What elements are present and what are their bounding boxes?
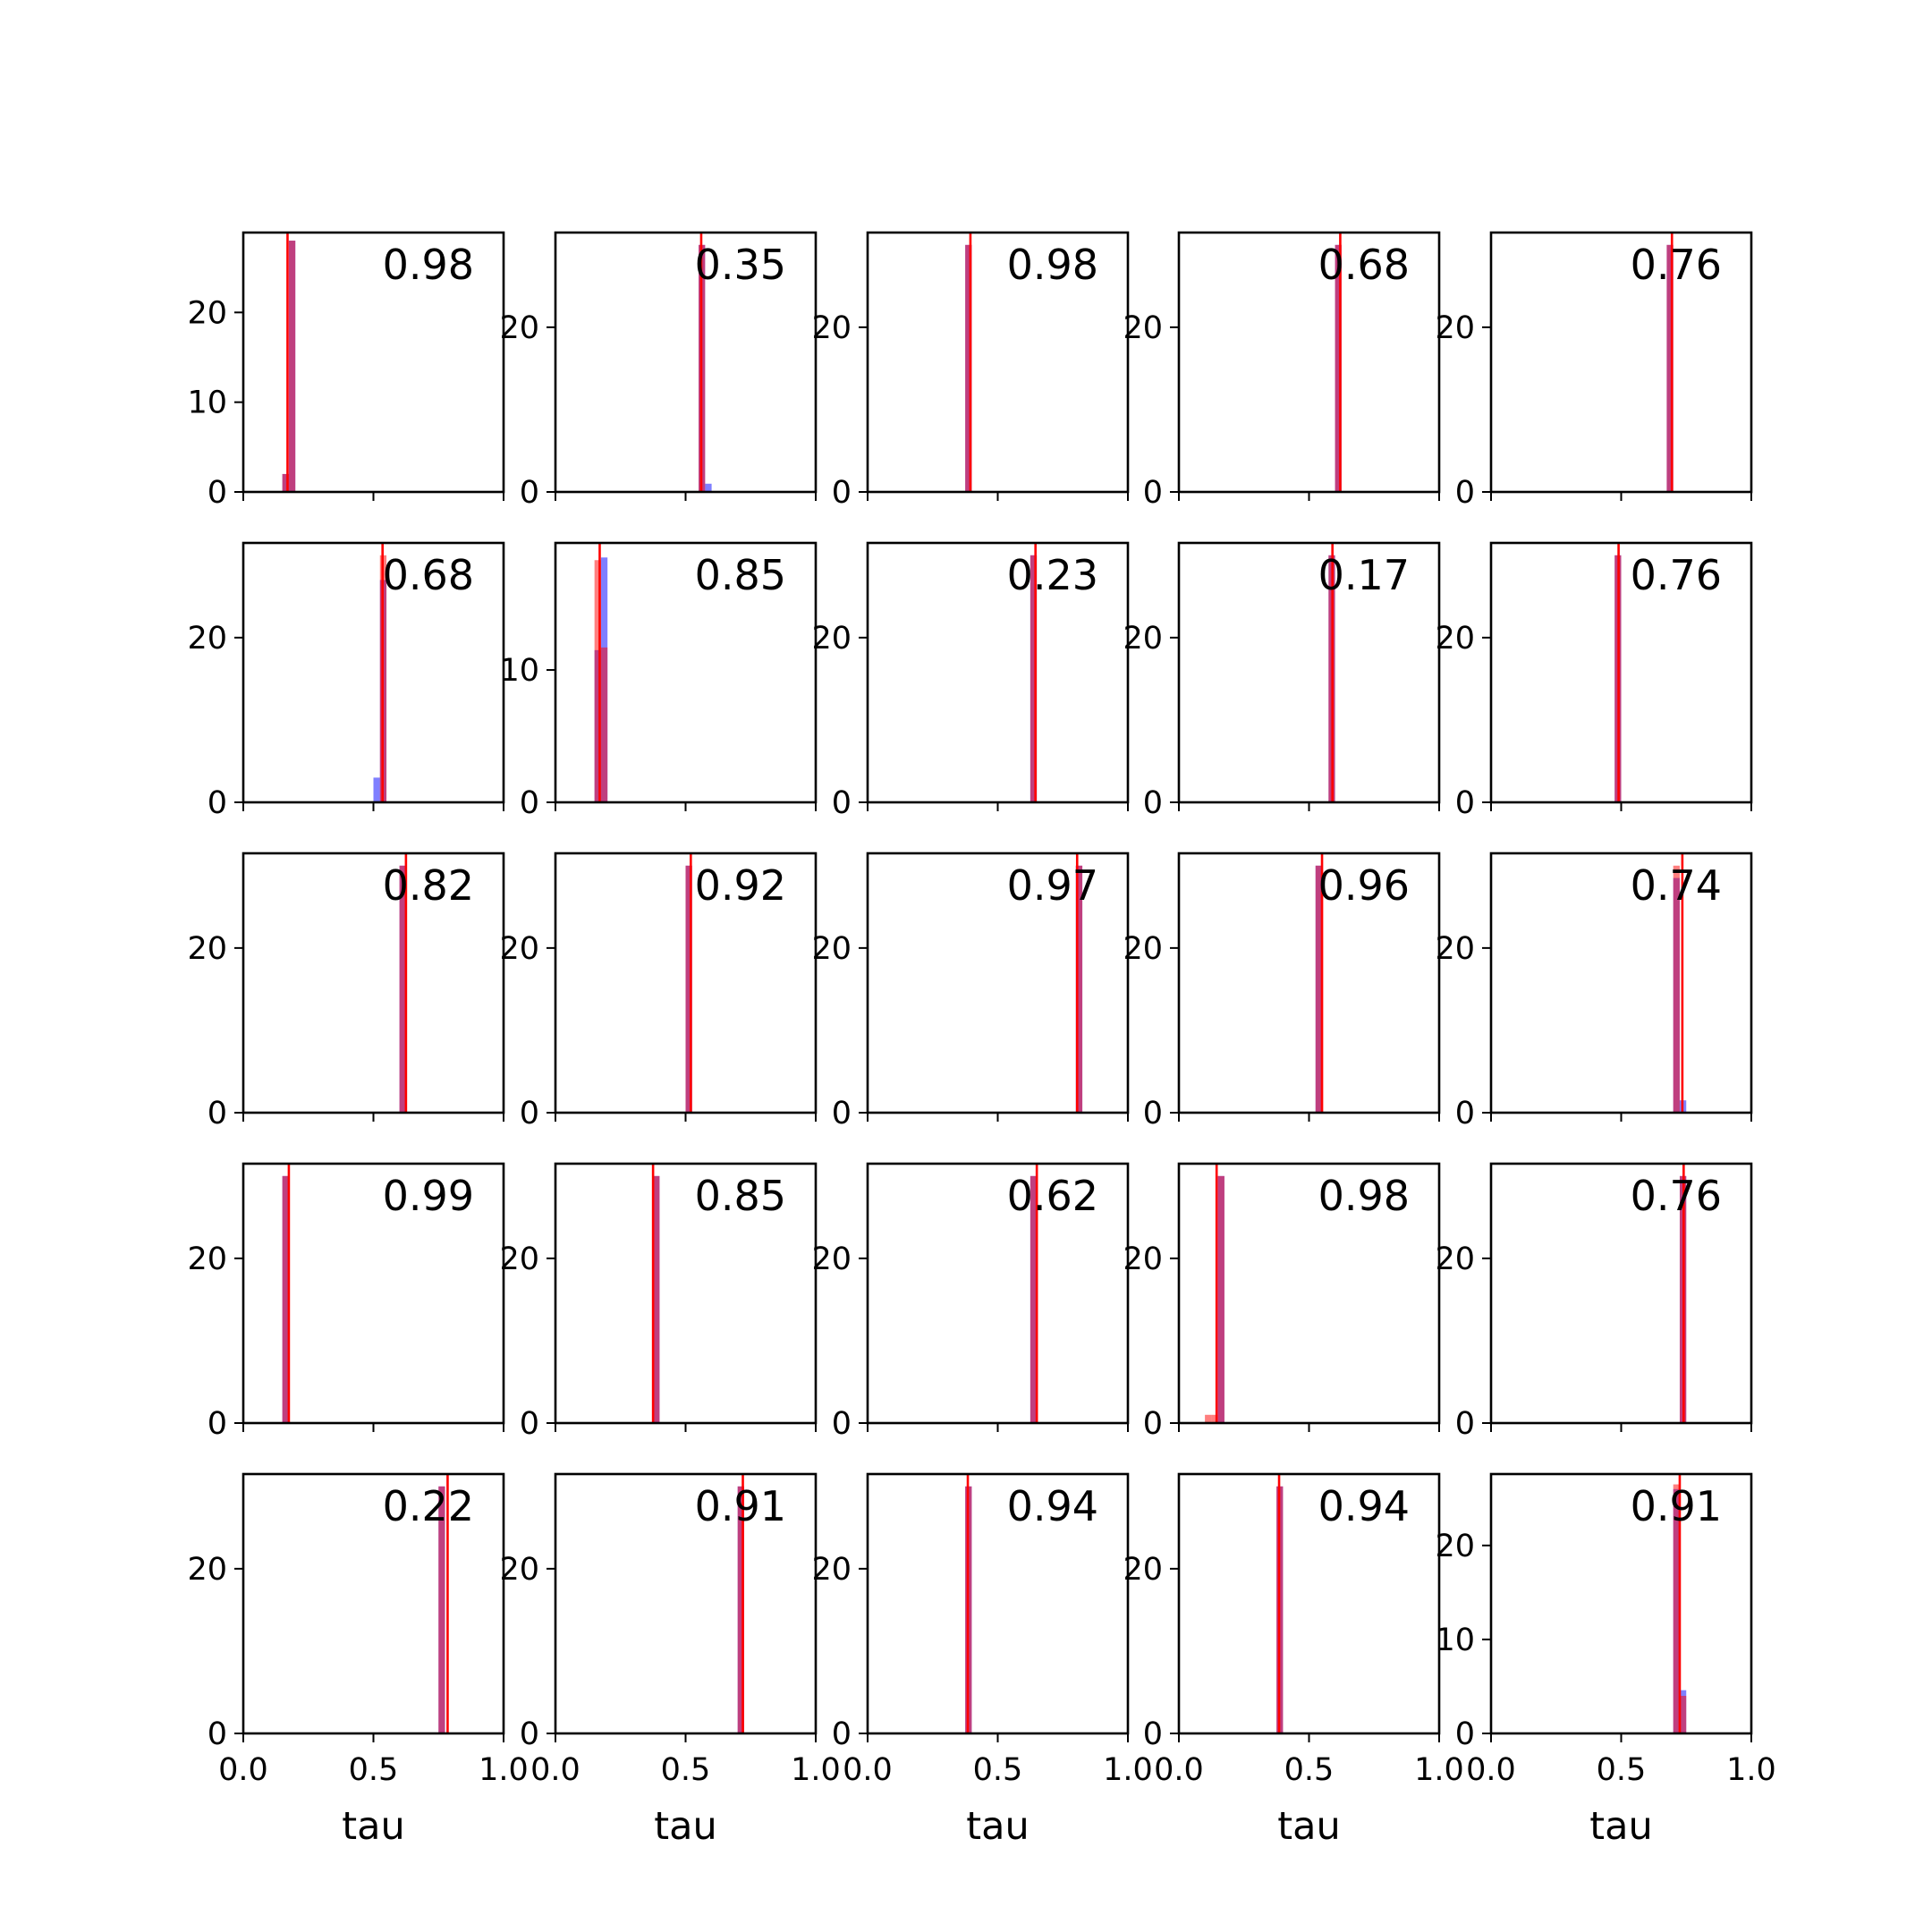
y-tick-label: 20 (1123, 309, 1163, 346)
y-tick-label: 0 (207, 475, 227, 511)
x-axis-label: tau (1277, 1804, 1341, 1849)
y-tick-label: 0 (1454, 1096, 1475, 1131)
y-tick-label: 0 (831, 1096, 852, 1131)
y-tick-label: 20 (811, 309, 852, 346)
panel-annotation: 0.82 (382, 861, 474, 910)
y-tick-label: 0 (831, 1716, 852, 1752)
y-tick-label: 0 (1454, 1406, 1475, 1442)
y-tick-label: 20 (811, 620, 852, 657)
x-axis-label: tau (342, 1804, 405, 1849)
y-tick-label: 0 (519, 1096, 539, 1131)
y-tick-label: 20 (499, 930, 539, 967)
y-tick-label: 0 (519, 1406, 539, 1442)
y-tick-label: 20 (811, 1241, 852, 1277)
y-tick-label: 0 (519, 785, 539, 821)
panel-annotation: 0.68 (1318, 241, 1410, 289)
panel-annotation: 0.99 (382, 1172, 474, 1220)
panel-annotation: 0.97 (1006, 861, 1098, 910)
x-tick-label: 0.0 (843, 1752, 893, 1788)
panel-annotation: 0.91 (1630, 1482, 1722, 1530)
panel-annotation: 0.62 (1006, 1172, 1098, 1220)
y-tick-label: 20 (187, 1551, 227, 1588)
panel-annotation: 0.35 (694, 241, 786, 289)
y-tick-label: 20 (1123, 620, 1163, 657)
red-histogram-bar (289, 241, 295, 492)
panel-annotation: 0.76 (1630, 551, 1722, 599)
panel-annotation: 0.23 (1006, 551, 1098, 599)
panel-annotation: 0.17 (1318, 551, 1410, 599)
panel-annotation: 0.96 (1318, 861, 1410, 910)
y-tick-label: 10 (1435, 1622, 1475, 1658)
y-tick-label: 20 (499, 1551, 539, 1588)
panel-annotation: 0.76 (1630, 241, 1722, 289)
x-tick-label: 0.5 (1596, 1752, 1647, 1788)
y-tick-label: 0 (831, 1406, 852, 1442)
y-tick-label: 0 (207, 1406, 227, 1442)
y-tick-label: 20 (1435, 620, 1475, 657)
x-tick-label: 0.0 (530, 1752, 580, 1788)
panel-annotation: 0.98 (382, 241, 474, 289)
x-tick-label: 0.5 (972, 1752, 1023, 1788)
x-tick-label: 0.5 (1284, 1752, 1335, 1788)
y-tick-label: 0 (1142, 475, 1163, 511)
x-tick-label: 0.5 (348, 1752, 399, 1788)
panel-annotation: 0.76 (1630, 1172, 1722, 1220)
y-tick-label: 0 (1454, 1716, 1475, 1752)
red-histogram-bar (1218, 1176, 1224, 1423)
x-tick-label: 0.0 (1466, 1752, 1516, 1788)
panel-annotation: 0.98 (1318, 1172, 1410, 1220)
y-tick-label: 20 (499, 309, 539, 346)
y-tick-label: 20 (1435, 1528, 1475, 1564)
y-tick-label: 0 (207, 785, 227, 821)
x-tick-label: 1.0 (1726, 1752, 1776, 1788)
y-tick-label: 0 (207, 1716, 227, 1752)
x-tick-label: 0.0 (1154, 1752, 1204, 1788)
panel-annotation: 0.91 (694, 1482, 786, 1530)
y-tick-label: 20 (1123, 930, 1163, 967)
y-tick-label: 20 (811, 930, 852, 967)
y-tick-label: 20 (1435, 930, 1475, 967)
x-tick-label: 0.0 (218, 1752, 268, 1788)
y-tick-label: 0 (519, 1716, 539, 1752)
x-tick-label: 1.0 (1103, 1752, 1153, 1788)
y-tick-label: 20 (811, 1551, 852, 1588)
x-axis-label: tau (654, 1804, 717, 1849)
y-tick-label: 20 (187, 1241, 227, 1277)
red-histogram-bar (1205, 1415, 1211, 1423)
panel-annotation: 0.92 (694, 861, 786, 910)
y-tick-label: 20 (1123, 1551, 1163, 1588)
y-tick-label: 0 (1454, 785, 1475, 821)
panel-annotation: 0.85 (694, 551, 786, 599)
blue-histogram-bar (705, 484, 711, 492)
x-tick-label: 1.0 (479, 1752, 529, 1788)
y-tick-label: 0 (831, 785, 852, 821)
y-tick-label: 0 (1142, 1716, 1163, 1752)
y-tick-label: 0 (1142, 1096, 1163, 1131)
y-tick-label: 20 (1435, 1241, 1475, 1277)
x-tick-label: 1.0 (791, 1752, 841, 1788)
y-tick-label: 0 (519, 475, 539, 511)
x-axis-label: tau (1589, 1804, 1653, 1849)
y-tick-label: 20 (187, 620, 227, 657)
y-tick-label: 0 (1142, 1406, 1163, 1442)
y-tick-label: 20 (1435, 309, 1475, 346)
panel-annotation: 0.94 (1318, 1482, 1410, 1530)
y-tick-label: 0 (207, 1096, 227, 1131)
panel-annotation: 0.98 (1006, 241, 1098, 289)
x-tick-label: 0.5 (660, 1752, 711, 1788)
y-tick-label: 0 (1454, 475, 1475, 511)
y-tick-label: 0 (831, 475, 852, 511)
blue-histogram-bar (374, 777, 380, 802)
panel-annotation: 0.68 (382, 551, 474, 599)
y-tick-label: 20 (499, 1241, 539, 1277)
y-tick-label: 20 (1123, 1241, 1163, 1277)
y-tick-label: 10 (499, 653, 539, 690)
y-tick-label: 20 (187, 295, 227, 332)
panel-annotation: 0.85 (694, 1172, 786, 1220)
panel-annotation: 0.74 (1630, 861, 1722, 910)
red-histogram-bar (601, 648, 607, 802)
x-tick-label: 1.0 (1414, 1752, 1464, 1788)
x-axis-label: tau (966, 1804, 1030, 1849)
y-tick-label: 0 (1142, 785, 1163, 821)
y-tick-label: 20 (187, 930, 227, 967)
panel-annotation: 0.22 (382, 1482, 474, 1530)
panel-annotation: 0.94 (1006, 1482, 1098, 1530)
y-tick-label: 10 (187, 385, 227, 421)
